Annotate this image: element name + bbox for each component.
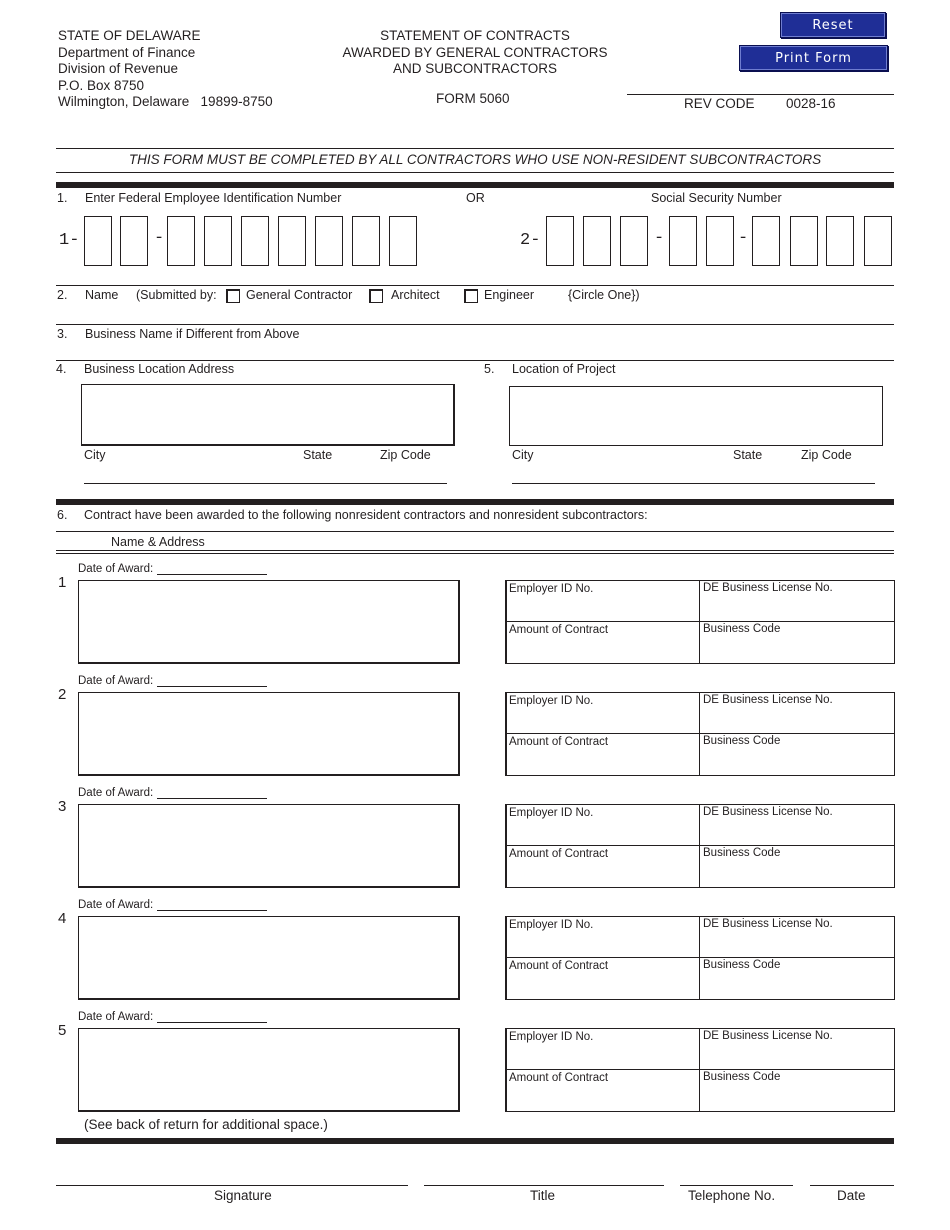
form-number: FORM 5060 xyxy=(436,91,510,106)
date-of-award-line[interactable] xyxy=(157,1022,267,1023)
contractor-details-grid xyxy=(505,1028,895,1112)
name-address-header: Name & Address xyxy=(111,535,205,549)
grid-divider xyxy=(699,693,700,775)
fein-label: Enter Federal Employee Identification Number xyxy=(85,191,342,205)
print-form-button[interactable]: Print Form xyxy=(739,45,888,71)
title-line-field[interactable] xyxy=(424,1185,664,1186)
signature-label: Signature xyxy=(214,1188,272,1203)
employer-id-label: Employer ID No. xyxy=(509,695,594,707)
date-of-award-label: Date of Award: xyxy=(78,899,154,911)
reset-button[interactable]: Reset xyxy=(780,12,886,38)
de-license-label: DE Business License No. xyxy=(703,582,833,594)
business-city-label: City xyxy=(84,448,106,462)
agency-address xyxy=(58,28,273,111)
grid-divider xyxy=(699,581,700,663)
engineer-label: Engineer xyxy=(484,288,535,302)
entry-number: 3 xyxy=(58,798,67,815)
notice-bottom-rule xyxy=(56,172,894,173)
fein-dash: - xyxy=(154,229,165,248)
date-of-award-label: Date of Award: xyxy=(78,563,154,575)
or-label: OR xyxy=(466,191,485,205)
date-of-award-line[interactable] xyxy=(157,686,267,687)
business-code-label: Business Code xyxy=(703,735,781,747)
business-code-label: Business Code xyxy=(703,1071,781,1083)
business-address-field[interactable] xyxy=(81,384,455,446)
grid-divider xyxy=(507,957,894,958)
business-code-label: Business Code xyxy=(703,847,781,859)
ssn-label: Social Security Number xyxy=(651,191,782,205)
notice-top-rule xyxy=(56,148,894,149)
project-city-label: City xyxy=(512,448,534,462)
business-state-label: State xyxy=(303,448,333,462)
date-label: Date xyxy=(837,1188,866,1203)
amount-of-contract-label: Amount of Contract xyxy=(509,848,609,860)
fein-digit-5[interactable] xyxy=(241,216,269,266)
business-code-label: Business Code xyxy=(703,959,781,971)
fein-digit-1[interactable] xyxy=(84,216,112,266)
section-divider xyxy=(56,182,894,188)
telephone-label: Telephone No. xyxy=(688,1188,776,1203)
section-divider xyxy=(56,499,894,505)
section-6-rule xyxy=(56,553,894,554)
entry-number: 5 xyxy=(58,1022,67,1039)
title-label: Title xyxy=(530,1188,556,1203)
project-location-label: Location of Project xyxy=(512,362,616,376)
contracts-awarded-label: Contract have been awarded to the following nonresident contractors and nonresident subcontractors: xyxy=(84,508,648,522)
form-title xyxy=(320,28,630,78)
notice-text: THIS FORM MUST BE COMPLETED BY ALL CONTRACTORS WHO USE NON-RESIDENT SUBCONTRACTORS xyxy=(128,152,822,167)
contractor-name-address-field[interactable] xyxy=(78,804,460,888)
rev-code-value: 0028-16 xyxy=(786,96,836,111)
grid-divider xyxy=(507,1069,894,1070)
date-of-award-label: Date of Award: xyxy=(78,1011,154,1023)
fein-digit-6[interactable] xyxy=(278,216,306,266)
engineer-checkbox[interactable] xyxy=(464,289,478,303)
telephone-line[interactable] xyxy=(680,1185,793,1186)
additional-space-note: (See back of return for additional space.) xyxy=(84,1117,328,1132)
rev-code-label: REV CODE xyxy=(684,96,755,111)
entry-number: 2 xyxy=(58,686,67,703)
section-3-rule xyxy=(56,360,894,361)
project-city-line[interactable] xyxy=(512,483,875,484)
grid-divider xyxy=(507,733,894,734)
fein-digit-7[interactable] xyxy=(315,216,343,266)
date-of-award-line[interactable] xyxy=(157,798,267,799)
employer-id-label: Employer ID No. xyxy=(509,807,594,819)
date-of-award-line[interactable] xyxy=(157,910,267,911)
fein-digit-2[interactable] xyxy=(120,216,148,266)
agency-line: P.O. Box 8750 xyxy=(58,77,145,93)
entry-number: 1 xyxy=(58,574,67,591)
de-license-label: DE Business License No. xyxy=(703,694,833,706)
section-4-number: 4. xyxy=(56,362,67,376)
section-1-number: 1. xyxy=(57,191,68,205)
business-address-label: Business Location Address xyxy=(84,362,235,376)
contractor-name-address-field[interactable] xyxy=(78,580,460,664)
date-of-award-label: Date of Award: xyxy=(78,787,154,799)
title-line: STATEMENT OF CONTRACTS xyxy=(380,28,570,43)
grid-divider xyxy=(699,917,700,999)
contractor-details-grid xyxy=(505,804,895,888)
rev-code-rule xyxy=(627,94,894,95)
ssn-dash: - xyxy=(654,229,665,248)
section-2-rule xyxy=(56,324,894,325)
fein-digit-4[interactable] xyxy=(204,216,232,266)
signature-line[interactable] xyxy=(56,1185,408,1186)
agency-line: Department of Finance xyxy=(58,44,196,60)
amount-of-contract-label: Amount of Contract xyxy=(509,1072,609,1084)
business-city-line[interactable] xyxy=(84,483,447,484)
fein-digit-8[interactable] xyxy=(352,216,380,266)
title-line: AND SUBCONTRACTORS xyxy=(392,61,558,76)
fein-digit-3[interactable] xyxy=(167,216,195,266)
fein-digit-9[interactable] xyxy=(389,216,417,266)
contractor-name-address-field[interactable] xyxy=(78,1028,460,1112)
ssn-digit-3[interactable] xyxy=(620,216,648,266)
section-6-rule xyxy=(56,531,894,532)
ssn-digit-6[interactable] xyxy=(752,216,780,266)
fein-prefix: 1- xyxy=(59,231,80,250)
architect-label: Architect xyxy=(391,288,440,302)
amount-of-contract-label: Amount of Contract xyxy=(509,736,609,748)
ssn-digit-9[interactable] xyxy=(864,216,892,266)
contractor-name-address-field[interactable] xyxy=(78,916,460,1000)
ssn-dash: - xyxy=(738,229,749,248)
agency-line: Division of Revenue xyxy=(58,61,179,76)
section-3-number: 3. xyxy=(57,327,68,341)
amount-of-contract-label: Amount of Contract xyxy=(509,624,609,636)
section-1-rule xyxy=(56,285,894,286)
employer-id-label: Employer ID No. xyxy=(509,919,594,931)
de-license-label: DE Business License No. xyxy=(703,918,833,930)
agency-line: STATE OF DELAWARE xyxy=(58,28,201,43)
de-license-label: DE Business License No. xyxy=(703,1030,833,1042)
amount-of-contract-label: Amount of Contract xyxy=(509,960,609,972)
project-location-field[interactable] xyxy=(509,386,883,446)
ssn-digit-8[interactable] xyxy=(826,216,854,266)
ssn-digit-1[interactable] xyxy=(546,216,574,266)
general-contractor-label: General Contractor xyxy=(246,288,353,302)
grid-divider xyxy=(507,845,894,846)
project-zip-label: Zip Code xyxy=(801,448,852,462)
employer-id-label: Employer ID No. xyxy=(509,1031,594,1043)
section-6-rule xyxy=(56,550,894,551)
project-state-label: State xyxy=(733,448,763,462)
business-zip-label: Zip Code xyxy=(380,448,431,462)
contractor-details-grid xyxy=(505,692,895,776)
general-contractor-checkbox[interactable] xyxy=(226,289,240,303)
employer-id-label: Employer ID No. xyxy=(509,583,594,595)
ssn-digit-4[interactable] xyxy=(669,216,697,266)
contractor-details-grid xyxy=(505,916,895,1000)
grid-divider xyxy=(507,621,894,622)
date-line[interactable] xyxy=(810,1185,894,1186)
title-line: AWARDED BY GENERAL CONTRACTORS xyxy=(342,44,608,60)
business-name-label: Business Name if Different from Above xyxy=(85,327,300,341)
contractor-name-address-field[interactable] xyxy=(78,692,460,776)
date-of-award-line[interactable] xyxy=(157,574,267,575)
ssn-prefix: 2- xyxy=(520,231,541,250)
section-divider xyxy=(56,1138,894,1144)
grid-divider xyxy=(699,1029,700,1111)
ssn-digit-2[interactable] xyxy=(583,216,611,266)
section-2-number: 2. xyxy=(57,288,68,302)
entry-number: 4 xyxy=(58,910,67,927)
ssn-digit-7[interactable] xyxy=(790,216,818,266)
business-code-label: Business Code xyxy=(703,623,781,635)
contractor-details-grid xyxy=(505,580,895,664)
architect-checkbox[interactable] xyxy=(369,289,383,303)
date-of-award-label: Date of Award: xyxy=(78,675,154,687)
agency-line: Wilmington, Delaware 19899-8750 xyxy=(58,94,273,109)
circle-one-note: {Circle One}) xyxy=(568,288,640,302)
name-label: Name xyxy=(85,288,119,302)
section-5-number: 5. xyxy=(484,362,495,376)
section-6-number: 6. xyxy=(57,508,68,522)
de-license-label: DE Business License No. xyxy=(703,806,833,818)
submitted-by-label: (Submitted by: xyxy=(136,288,217,302)
ssn-digit-5[interactable] xyxy=(706,216,734,266)
grid-divider xyxy=(699,805,700,887)
